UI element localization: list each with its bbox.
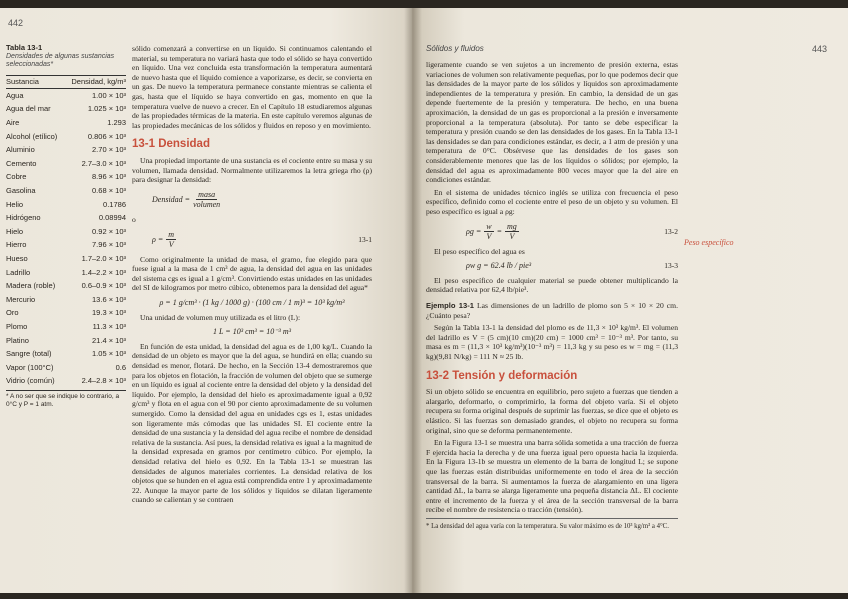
book-gutter: [404, 8, 422, 593]
fraction-numerator: m: [168, 229, 175, 239]
footnote: * La densidad del agua varía con la temperatura. Su valor máximo es de 10³ kg/m³ a 4°C.: [426, 518, 678, 532]
equation-lhs: Densidad =: [152, 194, 191, 204]
specific-weight-paragraph: En el sistema de unidades técnico inglés se utiliza con frecuencia el peso específico, definido como el cociente entre el peso de un objeto y su volumen. El peso específico es igual a ρg:: [426, 187, 678, 216]
table-cell-density: 1.00 × 10³: [92, 90, 126, 100]
elasticity-paragraph: Si un objeto sólido se encuentra en equilibrio, pero sujeto a fuerzas que tienden a alargarlo, deformarlo, o comprimirlo, la forma del objeto varía. Si el objeto recupera su forma original después de suprimir las fuerzas, se dice que el objeto es elástico. Si las fuerzas son demasiado grandes, el objeto no recupera su forma original, sino que se deforma permanentemente.: [426, 387, 678, 435]
table-row: [6, 252, 126, 266]
table-cell-density: 13.6 × 10³: [92, 294, 126, 304]
table-cell-density: 1.025 × 10³: [87, 104, 126, 114]
liter-paragraph: Una unidad de volumen muy utilizada es el litro (L):: [140, 312, 301, 322]
table-cell-density: 0.68 × 10³: [92, 185, 126, 195]
table-cell-substance: Cobre: [6, 172, 27, 182]
table-cell-substance: Hierro: [6, 240, 27, 250]
table-row: [6, 212, 126, 226]
table-cell-density: 0.08994: [98, 213, 126, 223]
fraction-denominator: V: [486, 232, 492, 242]
table-header-density: Densidad, kg/m³: [71, 76, 126, 86]
table-row: [6, 225, 126, 239]
table-cell-density: 0.6: [115, 362, 126, 372]
table-caption: Tabla 13-1: [6, 43, 43, 52]
table-cell-substance: Agua del mar: [6, 104, 51, 114]
equation-number: 13-1: [358, 234, 372, 244]
left-text-column: [132, 44, 372, 508]
equation-number: 13-2: [664, 226, 678, 236]
relative-density-weight-paragraph: El peso específico de cualquier material se puede obtener multiplicando la densidad relativa por 62,4 lb/pie³.: [426, 275, 678, 295]
table-row: [6, 144, 126, 158]
equation-lhs: ρ =: [152, 234, 164, 244]
table-row: [6, 375, 126, 389]
table-cell-substance: Alcohol (etílico): [6, 131, 58, 141]
density-table: [6, 44, 126, 409]
table-row: [6, 117, 126, 131]
table-row: [6, 348, 126, 362]
table-header-substance: Sustancia: [6, 76, 39, 86]
table-row: [6, 239, 126, 253]
table-row: [6, 266, 126, 280]
table-row: [6, 157, 126, 171]
page-number: 443: [812, 44, 828, 54]
table-cell-substance: Vapor (100°C): [6, 362, 54, 372]
example-question: Las dimensiones de un ladrillo de plomo son 5 × 10 × 20 cm. ¿Cuánto pesa?: [426, 301, 678, 320]
table-cell-substance: Mercurio: [6, 294, 36, 304]
table-row: [6, 293, 126, 307]
fraction-numerator: mg: [507, 221, 517, 231]
table-row: [6, 280, 126, 294]
table-row: [6, 103, 126, 117]
left-page: [0, 8, 412, 593]
equation-water-density: ρ = 1 g/cm³ · (1 kg / 1000 g) · (100 cm / 1 m)³ = 10³ kg/m³: [159, 298, 345, 308]
equation-density-words: [132, 190, 372, 210]
example-answer: Según la Tabla 13-1 la densidad del plomo es de 11,3 × 10³ kg/m³. El volumen del ladrillo es V = (5 cm)(10 cm)(20 cm) = 1000 cm³ = 10⁻³ m³. Por tanto, su masa es m = (11,3 × 10³ kg/m³)(10⁻³ m³) = 11,3 kg y su peso es w = mg = (11,3 kg)(9,81 N/kg) = 111 N ≈ 25 lb.: [426, 323, 678, 362]
equation-water-weight: [426, 261, 678, 271]
running-head: Sólidos y fluidos: [426, 44, 484, 53]
right-text-column: [426, 60, 678, 532]
table-cell-density: 0.806 × 10³: [87, 131, 126, 141]
water-weight-intro: El peso específico del agua es: [434, 246, 525, 256]
fraction-numerator: w: [486, 221, 492, 231]
table-row: [6, 198, 126, 212]
table-body: [6, 89, 126, 388]
table-row: [6, 130, 126, 144]
table-cell-substance: Aire: [6, 118, 20, 128]
table-cell-substance: Hidrógeno: [6, 213, 41, 223]
table-cell-density: 19.3 × 10³: [92, 308, 126, 318]
page-number: 442: [8, 18, 24, 28]
table-subtitle: Densidades de algunas sustancias seleccionadas*: [6, 52, 115, 68]
table-cell-density: 0.92 × 10³: [92, 226, 126, 236]
table-cell-density: 8.96 × 10³: [92, 172, 126, 182]
table-cell-substance: Vidrio (común): [6, 376, 55, 386]
table-cell-density: 1.7–2.0 × 10³: [81, 253, 126, 263]
table-cell-substance: Hielo: [6, 226, 24, 236]
table-header: [6, 75, 126, 90]
equation-body: ρw g = 62.4 lb / pie³: [466, 261, 532, 271]
density-paragraph: Una propiedad importante de una sustancia es el cociente entre su masa y su volumen, llamada densidad. Normalmente utilizaremos la letra griega rho (ρ) para designar la densidad:: [132, 155, 372, 185]
fraction-denominator: volumen: [193, 200, 221, 210]
table-cell-substance: Sangre (total): [6, 349, 52, 359]
table-row: [6, 89, 126, 103]
table-cell-substance: Madera (roble): [6, 281, 56, 291]
table-cell-substance: Hueso: [6, 253, 28, 263]
table-cell-density: 11.3 × 10³: [92, 321, 126, 331]
table-cell-substance: Aluminio: [6, 145, 35, 155]
table-row: [6, 320, 126, 334]
table-row: [6, 361, 126, 375]
table-row: [6, 185, 126, 199]
fraction-numerator: masa: [198, 189, 216, 199]
stress-paragraph: En la Figura 13-1 se muestra una barra sólida sometida a una tracción de fuerza F ejercida hacia la derecha y de una fuerza igual pero opuesta hacia la izquierda. En la Figura 13-1b se muestra un elemento de la barra de longitud L; se supone que las fuerzas están distribuidas uniformemente en todo el área de la sección transversal de la barra. Si aumentamos la fuerza de alargamiento en una ligera cantidad ΔL, la barra se alarga ligeramente una pequeña distancia ΔL. El cociente entre el incremento de la fuerza y el área de la sección transversal de la barra recibe el nombre de resistencia o tracción (tensión).: [426, 438, 678, 515]
equation-number: 13-3: [664, 261, 678, 271]
table-cell-density: 2.7–3.0 × 10³: [81, 158, 126, 168]
equation-liter: 1 L = 10³ cm³ = 10⁻³ m³: [212, 327, 292, 337]
margin-note: Peso específico: [684, 238, 734, 247]
table-cell-density: 1.4–2.2 × 10³: [81, 267, 126, 277]
table-cell-density: 21.4 × 10³: [92, 335, 126, 345]
gas-density-paragraph: ligeramente cuando se ven sujetos a un incremento de presión externa, estas variaciones de volumen son relativamente pequeñas, por lo que podemos decir que las densidades de la mayor parte de los sólidos y líquidos son aproximadamente independientes de la temperatura y presión. En cambio, la densidad de un gas depende fuertemente de la presión y temperatura. De hecho, en una buena aproximación, la densidad de un gas es proporcional a la presión e inversamente proporcional a la temperatura (absoluta). Por tanto se debe especificar la temperatura y presión cuando se den las densidades de los gases. En la Tabla 13-1 las densidades se dan para condiciones estándar, es decir, a 1 atm de presión y una temperatura de 0°C. Obsérvese que las densidades de los gases son considerablemente menores que las de los líquidos o sólidos; por ejemplo, la densidad del agua es aproximadamente 800 veces mayor que la del aire en condiciones estándar.: [426, 60, 678, 185]
table-cell-substance: Helio: [6, 199, 24, 209]
right-page: [412, 8, 848, 593]
table-cell-density: 1.05 × 10³: [92, 349, 126, 359]
table-cell-density: 2.70 × 10³: [92, 145, 126, 155]
equation-specific-weight: ρg = $\frac{w}{V}$ = $\frac{mg}{V}$ 13-2: [466, 221, 678, 242]
table-cell-density: 7.96 × 10³: [92, 240, 126, 250]
table-cell-substance: Ladrillo: [6, 267, 31, 277]
table-cell-density: 1.293: [107, 118, 126, 128]
table-cell-substance: Agua: [6, 90, 24, 100]
fraction-denominator: V: [168, 240, 174, 250]
table-footnote: * A no ser que se indique lo contrario, a 0°C y P = 1 atm.: [6, 390, 126, 409]
equation-density-symbols: [132, 230, 372, 250]
table-row: [6, 307, 126, 321]
table-cell-density: 0.6–0.9 × 10³: [81, 281, 126, 291]
intro-paragraph: sólido comenzará a convertirse en un líquido. Si continuamos calentando el material, su temperatura no variará hasta que todo el sólido se haya convertido en líquido. Una vez concluida esta transformación la temperatura aumentará de nuevo hasta que el líquido comience a vaporizarse, es decir, se convierta en un gas. De nuevo la temperatura permanece constante mientras se calienta el gas, hasta que el líquido se haya convertido en gas, momento en que la temperatura vuelve de nuevo a crecer. En el Capítulo 18 estudiaremos algunas de las propiedades térmicas de la materia. En este capítulo veremos algunas de las propiedades mecánicas de los sólidos y fluidos en reposo y en movimiento.: [132, 44, 372, 130]
table-cell-density: 2.4–2.8 × 10³: [81, 376, 126, 386]
table-cell-substance: Plomo: [6, 321, 28, 331]
table-cell-substance: Cemento: [6, 158, 37, 168]
table-cell-substance: Platino: [6, 335, 29, 345]
table-row: [6, 334, 126, 348]
example-label: Ejemplo 13-1: [426, 301, 474, 311]
table-cell-density: 0.1786: [103, 199, 126, 209]
table-cell-substance: Oro: [6, 308, 19, 318]
example-block: [426, 301, 678, 362]
equation-lhs: ρg =: [466, 226, 482, 236]
equation-connector: o: [132, 214, 136, 224]
relative-density-paragraph: En función de esta unidad, la densidad del agua es de 1,00 kg/L. Cuando la densidad de un objeto es mayor que la del agua, se hundirá en ella; cuando su densidad es menor, flotará. De hecho, en la Sección 13-4 demostraremos que para los objetos en flotación, la fracción de volumen del objeto que se sumerge en un líquido es igual al cociente entre la densidad del objeto y la densidad del líquido. Por ejemplo, la densidad del hielo es aproximadamente igual a 0,92 g/cm³ y flota en el agua con el 90 por ciento aproximadamente de su volumen sumergido. Como la densidad del agua en unidades cgs es 1, estas unidades son ligeramente más cómodas que las unidades SI. El cociente entre la densidad de una sustancia y la densidad del agua recibe el nombre de densidad relativa de la sustancia. Así pues, la densidad relativa es igual a la magnitud de la densidad expresada en gramos por centímetro cúbico. Por ejemplo, la densidad relativa del hielo es 0,92. En la Tabla 13-1 se muestran las densidades de algunos materiales corrientes. La densidad relativa de los objetos que se hunden en el agua está comprendida entre 1 y aproximadamente 22. Aunque la mayor parte de los sólidos y líquidos se dilatan ligeramente cuando se calientan y se contraen: [132, 341, 372, 505]
table-cell-substance: Gasolina: [6, 185, 36, 195]
section-title: 13-1 Densidad: [132, 138, 210, 151]
table-row: [6, 171, 126, 185]
units-paragraph: Como originalmente la unidad de masa, el gramo, fue elegido para que fuese igual a la masa de 1 cm³ de agua, la densidad del agua en las unidades del sistema cgs es igual a 1 g/cm³. Convirtiendo estas unidades en las unidades del SI de kilogramos por metro cúbico, obtenemos para la densidad del agua*: [132, 254, 372, 293]
section-title: 13-2 Tensión y deformación: [426, 369, 578, 382]
fraction-denominator: V: [509, 232, 515, 242]
